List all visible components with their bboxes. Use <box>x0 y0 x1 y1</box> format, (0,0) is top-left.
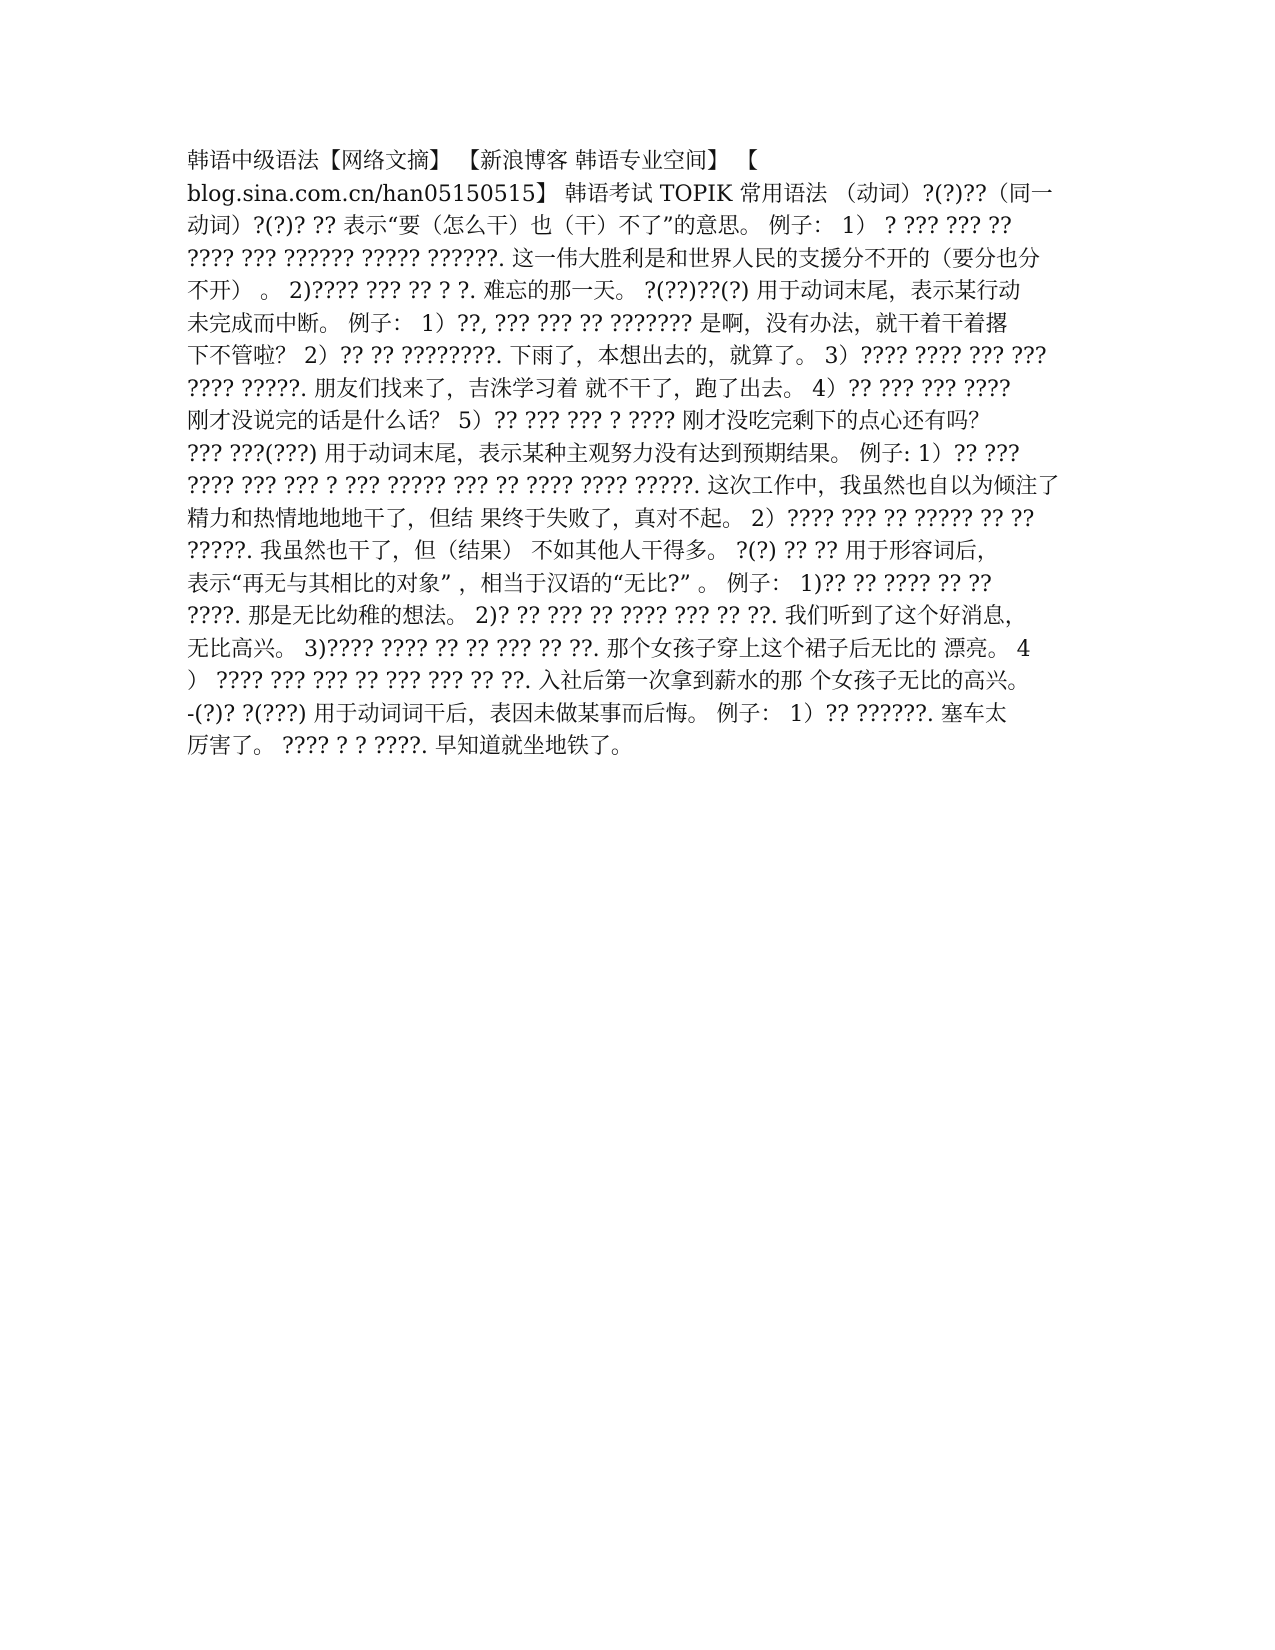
text-line: ????. 那是无比幼稚的想法。 2)? ?? ??? ?? ???? ??? ?? ??. 我们听到了这个好消息， <box>187 604 1027 629</box>
text-line: 未完成而中断。 例子： 1）??, ??? ??? ?? ??????? 是啊，没有办法，就干着干着撂 <box>187 311 1008 337</box>
article-body <box>187 146 1092 764</box>
text-line: 表示“再无与其相比的对象” ，相当于汉语的“无比?” 。 例子： 1)?? ?? ???? ?? ?? <box>187 571 992 597</box>
text-line: ） ???? ??? ??? ?? ??? ??? ?? ??. 入社后第一次拿到薪水的那 个女孩子无比的高兴。 <box>187 669 1030 694</box>
text-line: 刚才没说完的话是什么话？ 5）?? ??? ??? ? ???? 刚才没吃完剩下的点心还有吗？ <box>187 409 991 434</box>
text-line: 厉害了。 ???? ? ? ????. 早知道就坐地铁了。 <box>187 734 633 759</box>
text-line: 动词）?(?)? ?? 表示“要（怎么干）也（干）不了”的意思。 例子： 1） ? ??? ??? ?? <box>187 214 1012 239</box>
text-line: ???? ??? ?????? ????? ??????. 这一伟大胜利是和世界人民的支援分不开的（要分也分 <box>187 246 1041 272</box>
text-line: -(?)? ?(???) 用于动词词干后，表因未做某事而后悔。 例子： 1）?? ??????. 塞车太 <box>187 701 1007 727</box>
text-line: 无比高兴。 3)???? ???? ?? ?? ??? ?? ??. 那个女孩子穿上这个裙子后无比的 漂亮。 4 <box>187 636 1031 662</box>
text-line: 不开） 。 2)???? ??? ?? ? ?. 难忘的那一天。 ?(??)??(?) 用于动词末尾，表示某行动 <box>187 279 1021 304</box>
text-line: 精力和热情地地地干了，但结 果终于失败了，真对不起。 2）???? ??? ?? ????? ?? ?? <box>187 506 1035 532</box>
text-line: 下不管啦？ 2）?? ?? ????????. 下雨了，本想出去的，就算了。 3）???? ???? ??? ??? <box>187 344 1047 369</box>
text-line: ???? ?????. 朋友们找来了，吉洙学习着 就不干了，跑了出去。 4）?? ??? ??? ???? <box>187 376 1011 402</box>
text-line: ?????. 我虽然也干了，但（结果） 不如其他人干得多。 ?(?) ?? ?? 用于形容词后， <box>187 539 999 564</box>
text-line: ??? ???(???) 用于动词末尾，表示某种主观努力没有达到预期结果。 例子: 1）?? ??? <box>187 441 1020 467</box>
text-line: blog.sina.com.cn/han05150515】 韩语考试 TOPIK 常用语法 （动词）?(?)??（同一 <box>187 181 1053 207</box>
text-line: ???? ??? ??? ? ??? ????? ??? ?? ???? ???? ?????. 这次工作中，我虽然也自以为倾注了 <box>187 474 1060 499</box>
text-line: 韩语中级语法【网络文摘】 【新浪博客 韩语专业空间】 【 <box>187 149 758 174</box>
